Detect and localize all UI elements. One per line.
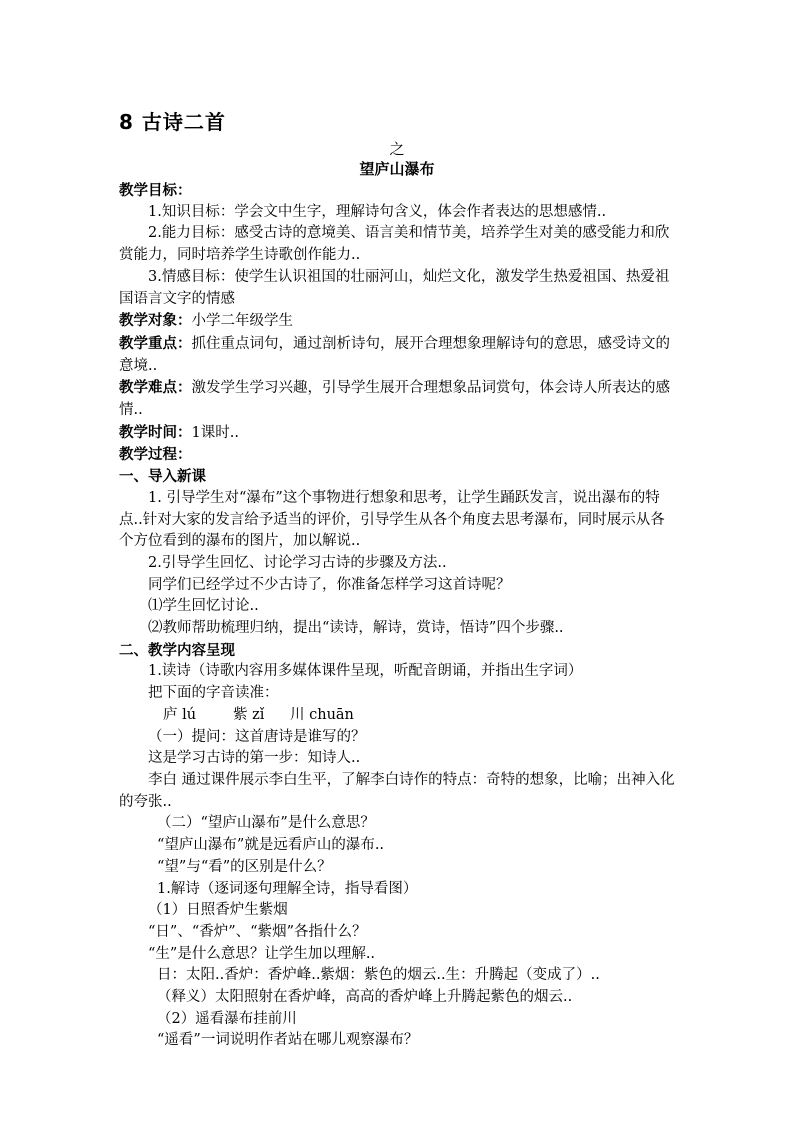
paragraph: （一）提问：这首唐诗是谁写的？ [148,728,366,745]
paragraph: “望”与“看”的区别是什么？ [157,858,332,875]
goal-emotion: 3.情感目标：使学生认识祖国的壮丽河山，灿烂文化，激发学生热爱祖国、热爱祖国语言文字的情感 [119,268,670,307]
process-heading: 教学过程： [119,446,192,464]
paragraph: “遥看”一词说明作者站在哪儿观察瀑布？ [157,1032,419,1049]
paragraph: “望庐山瀑布”就是远看庐山的瀑布.. [157,837,385,854]
poem-title: 望庐山瀑布 [359,160,435,178]
paragraph: “生”是什么意思？让学生加以理解.. [148,945,376,962]
pinyin-item: 庐 lú [163,706,197,723]
goals-heading: 教学目标： [119,182,192,199]
paragraph: 这是学习古诗的第一步：知诗人.. [148,750,361,767]
goal-ability: 2.能力目标：感受古诗的意境美、语言美和情节美，培养学生对美的感受能力和欣赏能力，同时培养学生诗歌创作能力.. [119,225,670,264]
teaching-key-point: 教学重点：抓住重点词句，通过剖析诗句，展开合理想象理解诗句的意思，感受诗文的意境.. [119,334,670,374]
paragraph: 日：太阳..香炉：香炉峰..紫烟：紫色的烟云..生：升腾起（变成了）.. [157,967,600,984]
lesson-title: 8 古诗二首 [119,110,226,134]
paragraph: （二）“望庐山瀑布”是什么意思？ [157,815,375,832]
paragraph: 同学们已经学过不少古诗了，你准备怎样学习这首诗呢？ [148,576,511,593]
teaching-object: 教学对象：小学二年级学生 [119,312,293,330]
zhi-heading: 之 [389,140,405,158]
pinyin-item: 紫 zǐ [233,706,265,723]
paragraph: 2.引导学生回忆、讨论学习古诗的步骤及方法.. [148,554,447,571]
paragraph: 李白 通过课件展示李白生平，了解李白诗作的特点：奇特的想象，比喻；出神入化的夸张.. [119,771,675,810]
document-body [119,180,679,1052]
paragraph: 把下面的字音读准： [148,685,279,702]
teaching-time: 教学时间：1课时.. [119,423,239,441]
paragraph: ⑵教师帮助梳理归纳，提出“读诗，解诗，赏诗，悟诗”四个步骤.. [148,620,564,637]
paragraph: “日”、“香炉”、“紫烟”各指什么？ [148,923,367,940]
paragraph: 1.解诗（逐词逐句理解全诗，指导看图） [157,880,418,897]
teaching-difficulty: 教学难点：激发学生学习兴趣，引导学生展开合理想象品词赏句，体会诗人所表达的感情.. [119,379,670,419]
paragraph: 1. 引导学生对“瀑布”这个事物进行想象和思考，让学生踊跃发言，说出瀑布的特点..针对大家的发言给予适当的评价，引导学生从各个角度去思考瀑布，同时展示从各个方位看到的瀑布的图片，加以解说.. [119,489,665,550]
pinyin-line [119,705,679,727]
pinyin-item: 川 chuān [290,706,354,723]
goal-knowledge: 1.知识目标：学会文中生字，理解诗句含义，体会作者表达的思想感情.. [148,203,607,220]
paragraph: （1）日照香炉生紫烟 [148,902,288,919]
paragraph: （2）遥看瀑布挂前川 [157,1010,297,1027]
section-heading: 二、教学内容呈现 [119,641,235,659]
paragraph: （释义）太阳照射在香炉峰，高高的香炉峰上升腾起紫色的烟云.. [157,989,573,1006]
section-heading: 一、导入新课 [119,468,206,486]
paragraph: 1.读诗（诗歌内容用多媒体课件呈现，听配音朗诵，并指出生字词） [148,663,583,680]
paragraph: ⑴学生回忆讨论.. [148,598,259,615]
